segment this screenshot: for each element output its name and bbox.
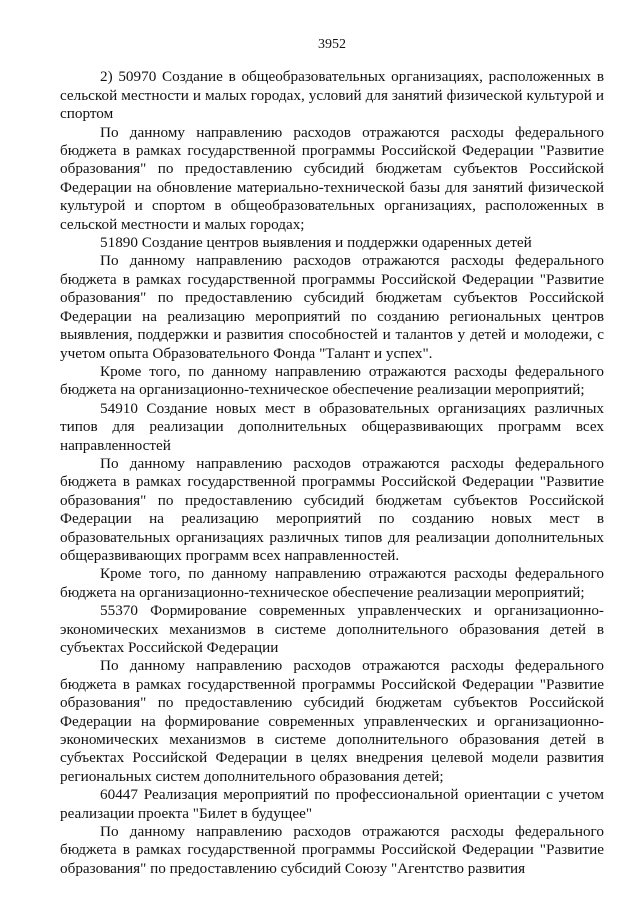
paragraph-54910-heading: 54910 Создание новых мест в образовательных организациях различных типов для реализации дополнительных общеразвивающих программ всех направленностей <box>60 399 604 454</box>
paragraph-51890-heading: 51890 Создание центров выявления и поддержки одаренных детей <box>100 234 532 252</box>
paragraph-51890-extra: Кроме того, по данному направлению отражаются расходы федерального бюджета на организационно-техническое обеспечение реализации мероприятий; <box>60 362 604 399</box>
paragraph-60447-heading: 60447 Реализация мероприятий по профессиональной ориентации с учетом реализации проекта "Билет в будущее" <box>60 786 604 822</box>
page-number: 3952 <box>318 37 346 52</box>
paragraph-55370-heading: 55370 Формирование современных управленческих и организационно-экономических механизмов в системе дополнительного образования детей в субъектах Российской Федерации <box>60 602 604 656</box>
document-page <box>60 36 604 878</box>
paragraph-54910-body: По данному направлению расходов отражаются расходы федерального бюджета в рамках государственной программы Российской Федерации "Развитие образования" по предоставлению субсидий бюджетам субъектов Российской Федерации на реализацию мероприятий по созданию новых мест в образовательных организациях различных типов для реализации дополнительных общеразвивающих программ всех направленностей. <box>60 454 604 564</box>
paragraph-51890-body: По данному направлению расходов отражаются расходы федерального бюджета в рамках государственной программы Российской Федерации "Развитие образования" по предоставлению субсидий бюджетам субъектов Российской Федерации на реализацию мероприятий по созданию региональных центров выявления, поддержки и развития способностей и талантов у детей и молодежи, с учетом опыта Образовательного Фонда "Талант и успех". <box>60 252 604 362</box>
paragraph-55370-body: По данному направлению расходов отражаются расходы федерального бюджета в рамках государственной программы Российской Федерации "Развитие образования" по предоставлению субсидий бюджетам субъектов Российской Федерации на формирование современных управленческих и организационно-экономических механизмов в системе дополнительного образования детей в субъектах Российской Федерации в целях внедрения целевой модели развития региональных систем дополнительного образования детей; <box>60 657 604 785</box>
paragraph-54910-extra: Кроме того, по данному направлению отражаются расходы федерального бюджета на организационно-техническое обеспечение реализации мероприятий; <box>60 565 604 601</box>
paragraph-50970-body: По данному направлению расходов отражаются расходы федерального бюджета в рамках государственной программы Российской Федерации "Развитие образования" по предоставлению субсидий бюджетам субъектов Российской Федерации на обновление материально-технической базы для занятий физической культурой и спортом в общеобразовательных организациях, расположенных в сельской местности и малых городах; <box>60 123 604 233</box>
paragraph-60447-body: По данному направлению расходов отражаются расходы федерального бюджета в рамках государственной программы Российской Федерации "Развитие образования" по предоставлению субсидий Союзу "Агентство развития <box>60 823 604 877</box>
paragraph-50970-heading: 2) 50970 Создание в общеобразовательных организациях, расположенных в сельской местности и малых городах, условий для занятий физической культурой и спортом <box>60 68 604 123</box>
